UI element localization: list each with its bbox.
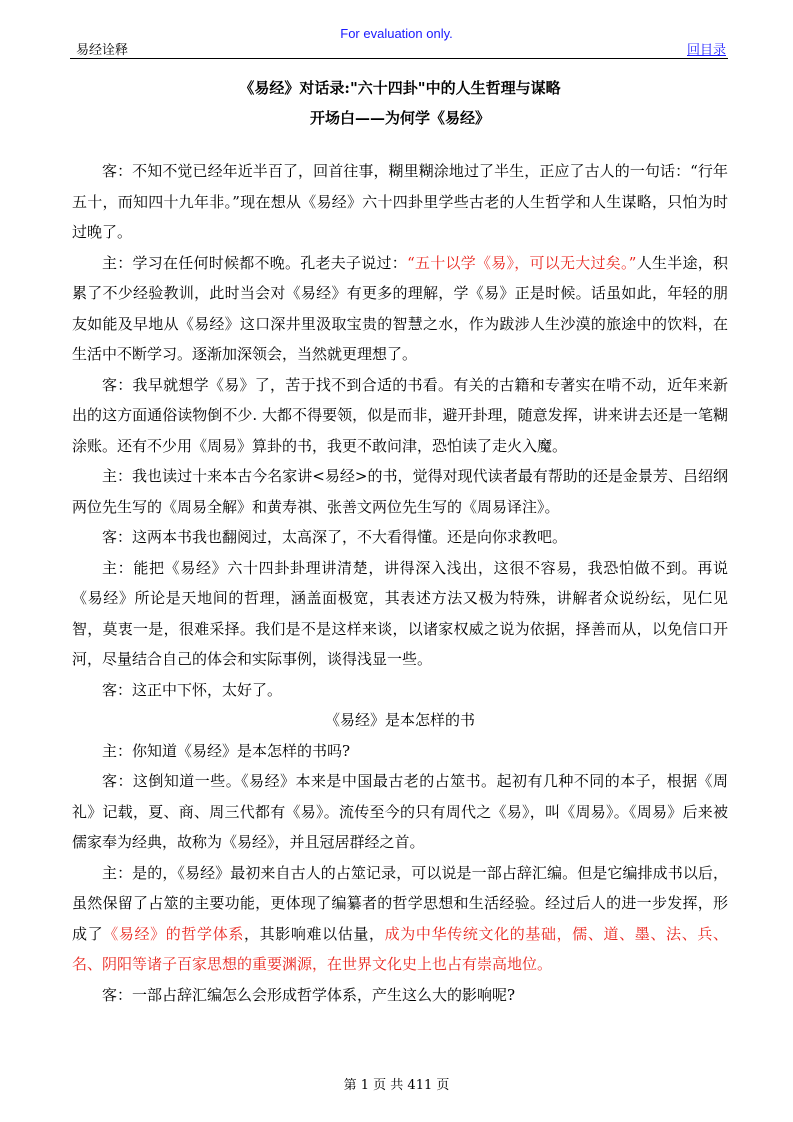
page-content: [72, 76, 728, 1010]
document-title: 《易经》对话录:"六十四卦"中的人生哲理与谋略: [239, 79, 561, 97]
dialogue-paragraph: [72, 858, 728, 980]
paragraph-text: 客：这倒知道一些。《易经》本来是中国最古老的占筮书。起初有几种不同的本子，根据《周礼》记载，夏、商、周三代都有《易》。流传至今的只有周代之《易》，叫《周易》。《周易》后来被儒家奉为经典，故称为《易经》，并且冠居群经之首。: [72, 772, 728, 851]
highlighted-text: 《易经》的哲学体系: [103, 924, 244, 943]
highlighted-text: 成为中华传统文化的基础，儒、道、墨、法、兵、名、阴阳等诸子百家思想的重要渊源，在世界文化史上也占有崇高地位。: [72, 924, 728, 973]
paragraph-text: 客：不知不觉已经年近半百了，回首往事，糊里糊涂地过了半生，正应了古人的一句话：“行年五十，而知四十九年非。”现在想从《易经》六十四卦里学些古老的人生哲学和人生谋略，只怕为时过晚了。: [72, 162, 728, 241]
paragraph-text: 客：一部占辞汇编怎么会形成哲学体系，产生这么大的影响呢?: [102, 985, 516, 1004]
dialogue-paragraph: [72, 522, 728, 553]
section-heading: 《易经》是本怎样的书: [324, 711, 475, 729]
dialogue-section-opening: [72, 156, 728, 705]
paragraph-text: 主：是的，《易经》最初来自古人的占筮记录，可以说是一部占辞汇编。但是它编排成书以后，虽然保留了占筮的主要功能，更体现了编纂者的哲学思想和生活经验。经过后人的进一步发挥，形成了: [72, 863, 728, 943]
dialogue-paragraph: [72, 156, 728, 248]
paragraph-text: 人生半途，积累了不少经验教训，此时当会对《易经》有更多的理解，学《易》正是时候。话虽如此，年轻的朋友如能及早地从《易经》这口深井里汲取宝贵的智慧之水，作为跋涉人生沙漠的旅途中的饮料，在生活中不断学习。逐渐加深领会，当然就更理想了。: [72, 253, 728, 363]
dialogue-paragraph: [72, 370, 728, 462]
dialogue-section-what-is-yijing: [72, 736, 728, 1011]
back-to-contents-link[interactable]: 回目录: [686, 43, 726, 58]
paragraph-text: 客：我早就想学《易》了，苦于找不到合适的书看。有关的古籍和专著实在啃不动，近年来新出的这方面通俗读物倒不少. 大都不得要领，似是而非，避开卦理，随意发挥，讲来讲去还是一笔糊涂账。还有不少用《周易》算卦的书，我更不敢问津，恐怕读了走火入魔。: [72, 375, 728, 455]
highlighted-text: “五十以学《易》，可以无大过矣。”: [407, 253, 637, 272]
page-number-footer: 第 1 页 共 411 页: [343, 1078, 450, 1093]
dialogue-body: [72, 156, 728, 1010]
paragraph-text: 客：这正中下怀，太好了。: [102, 680, 283, 699]
paragraph-text: 主：学习在任何时候都不晚。孔老夫子说过：: [102, 253, 408, 272]
paragraph-text: 客：这两本书我也翻阅过，太高深了，不大看得懂。还是向你求教吧。: [102, 528, 568, 546]
dialogue-paragraph: [72, 766, 728, 858]
evaluation-watermark: For evaluation only.: [340, 26, 453, 41]
dialogue-paragraph: [72, 461, 728, 522]
header-book-title: 易经诠释: [76, 43, 129, 58]
dialogue-paragraph: [72, 980, 728, 1011]
document-subtitle: 开场白——为何学《易经》: [309, 109, 490, 127]
paragraph-text: ，其影响难以估量，: [243, 924, 385, 943]
paragraph-text: 主：你知道《易经》是本怎样的书吗?: [102, 741, 351, 760]
paragraph-text: 主：我也读过十来本古今名家讲<易经>的书，觉得对现代读者最有帮助的还是金景芳、吕绍纲两位先生写的《周易全解》和黄寿祺、张善文两位先生写的《周易译注》。: [72, 467, 728, 516]
dialogue-paragraph: [72, 736, 728, 767]
dialogue-paragraph: [72, 248, 728, 370]
page-header: [70, 38, 728, 59]
dialogue-paragraph: [72, 553, 728, 675]
dialogue-paragraph: [72, 675, 728, 706]
paragraph-text: 主：能把《易经》六十四卦卦理讲清楚，讲得深入浅出，这很不容易，我恐怕做不到。再说《易经》所论是天地间的哲理，涵盖面极宽，其表述方法又极为特殊，讲解者众说纷纭，见仁见智，莫衷一是，很难采择。我们是不是这样来谈，以诸家权威之说为依据，择善而从，以免信口开河，尽量结合自己的体会和实际事例，谈得浅显一些。: [72, 558, 728, 668]
